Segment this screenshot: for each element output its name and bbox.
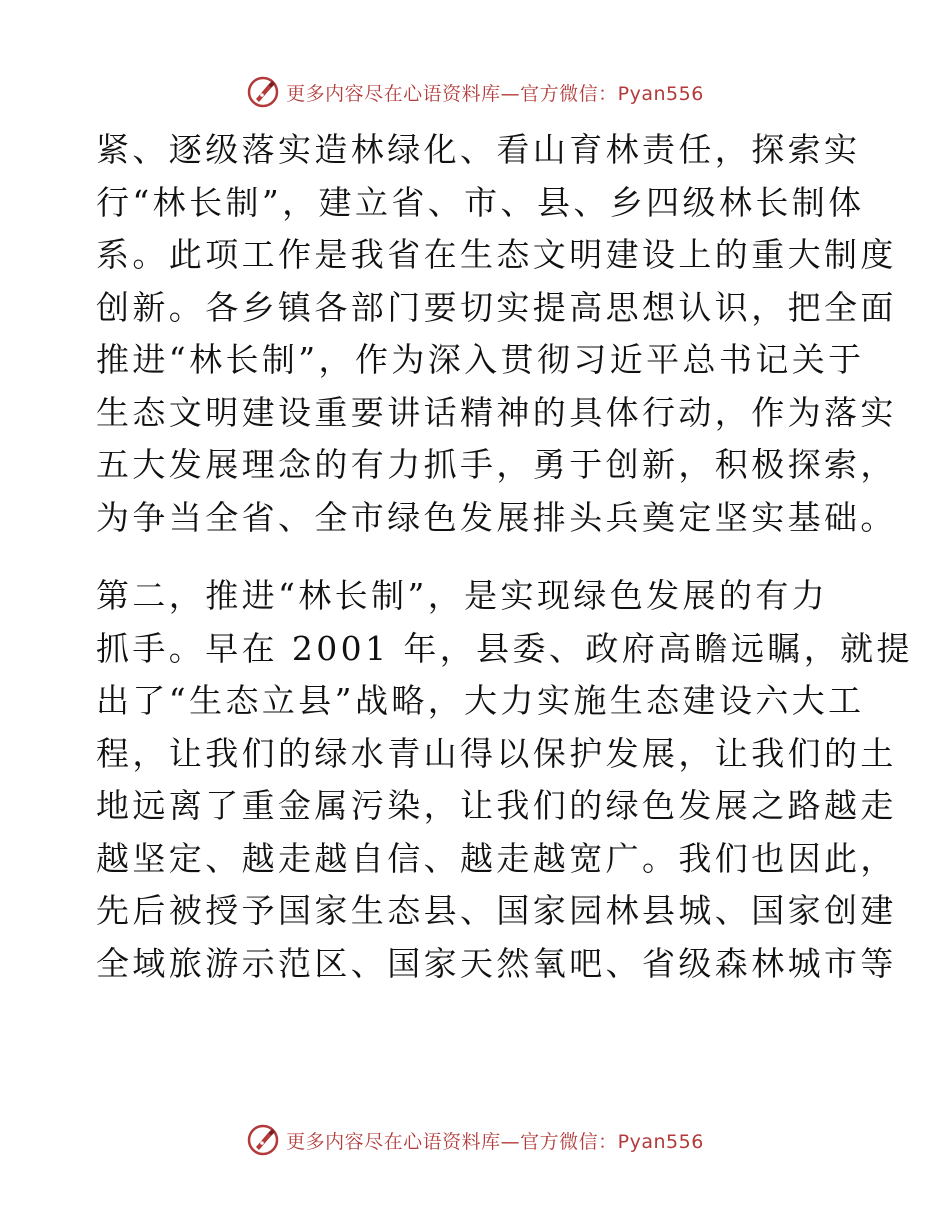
text-line: 地远离了重金属污染，让我们的绿色发展之路越走 xyxy=(96,786,897,825)
text-line: 推进“林长制”，作为深入贯彻习近平总书记关于 xyxy=(96,340,865,379)
text-line: 第二，推进“林长制”，是实现绿色发展的有力 xyxy=(96,576,829,615)
text-line: 紧、逐级落实造林绿化、看山育林责任，探索实 xyxy=(96,130,861,169)
pen-nib-logo-icon xyxy=(246,75,280,109)
footer-watermark-text: 更多内容尽在心语资料库—官方微信：Pyan556 xyxy=(286,1130,704,1153)
text-line: 生态文明建设重要讲话精神的具体行动，作为落实 xyxy=(96,392,897,432)
text-line: 全域旅游示范区、国家天然氧吧、省级森林城市等 xyxy=(96,943,897,983)
paragraph xyxy=(96,570,913,990)
text-line: 为争当全省、全市绿色发展排头兵奠定坚实基础。 xyxy=(96,497,897,537)
paragraph-spacer xyxy=(96,544,866,570)
text-line: 出了“生态立县”战略，大力实施生态建设六大工 xyxy=(96,681,865,720)
text-line: 先后被授予国家生态县、国家园林县城、国家创建 xyxy=(96,891,897,930)
text-line: 程，让我们的绿水青山得以保护发展，让我们的土 xyxy=(96,733,897,773)
text-line: 五大发展理念的有力抓手，勇于创新，积极探索， xyxy=(96,445,897,484)
paragraph xyxy=(96,124,897,544)
text-line: 行“林长制”，建立省、市、县、乡四级林长制体 xyxy=(96,182,865,222)
footer-watermark xyxy=(0,1120,950,1160)
header-watermark xyxy=(0,72,950,112)
document-body xyxy=(96,124,913,990)
header-watermark-text: 更多内容尽在心语资料库—官方微信：Pyan556 xyxy=(286,82,704,105)
pen-nib-logo-icon xyxy=(246,1123,280,1157)
text-line: 系。此项工作是我省在生态文明建设上的重大制度 xyxy=(96,235,897,274)
text-line: 创新。各乡镇各部门要切实提高思想认识，把全面 xyxy=(96,287,897,327)
text-line: 越坚定、越走越自信、越走越宽广。我们也因此， xyxy=(96,838,897,878)
text-line: 抓手。早在 2001 年，县委、政府高瞻远瞩，就提 xyxy=(96,628,913,668)
